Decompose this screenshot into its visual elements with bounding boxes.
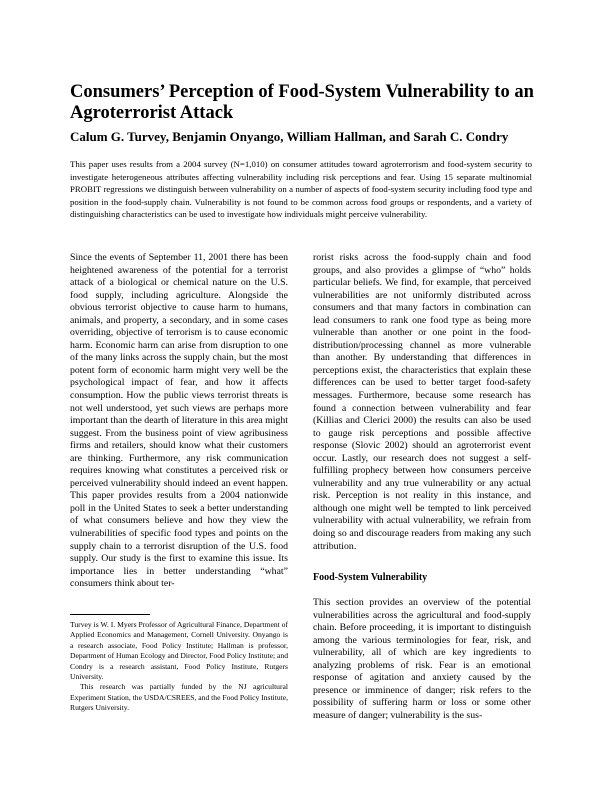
footnotes (70, 620, 288, 714)
author-list: Calum G. Turvey, Benjamin Onyango, William Hallman, and Sarah C. Condry (70, 129, 509, 144)
section-paragraph: This section provides an overview of the potential vulnerabilities across the agricultural and food-supply chain. Before proceeding, it is important to distinguish among the various terminologies for fear, risk, and vulnerability, all of which are key ingredients to analyzing problems of risk. Fear is an emotional response of agitation and anxiety caused by the presence or imminence of danger; risk refers to the possibility of suffering harm or loss or some other measure of danger; vulnerability is the sus- (313, 597, 531, 721)
footnote-affiliations: Turvey is W. I. Myers Professor of Agricultural Finance, Department of Applied Economics and Management, Cornell University. Onyango is a research associate, Food Policy Institute; Hallman is professor, Department of Human Ecology and Director, Food Policy Institute; and Condry is a research assistant, Food Policy Institute, Rutgers University. (70, 620, 288, 682)
body-column-right (313, 252, 531, 553)
abstract: This paper uses results from a 2004 survey (N=1,010) on consumer attitudes toward agroterrorism and food-system security to investigate heterogeneous attributes affecting vulnerability including risk perceptions and fear. Using 15 separate multinomial PROBIT regressions we distinguish between vulnerability on a number of aspects of food-system security including food type and position in the food-supply chain. Vulnerability is not found to be common across food groups or respondents, and a variety of distinguishing characteristics can be used to investigate how individuals might perceive vulnerability. (70, 159, 532, 220)
footnote-funding: This research was partially funded by the NJ agricultural Experiment Station, the USDA/CSREES, and the Food Policy Institute, Rutgers University. (70, 682, 288, 713)
section-heading: Food-System Vulnerability (313, 572, 428, 583)
paper-title: Consumers’ Perception of Food-System Vulnerability to an Agroterrorist Attack (70, 82, 534, 123)
section-body-column (313, 597, 531, 722)
body-paragraph-intro: Since the events of September 11, 2001 there has been heightened awareness of the potential for a terrorist attack of a biological or chemical nature on the U.S. food supply, including agriculture. Alongside the obvious terrorist objective to cause harm to humans, animals, and property, a secondary, and in some cases overriding, objective of terrorism is to cause economic harm. Economic harm can arise from disruption to one of the many links across the supply chain, but the most potent form of economic harm might very well be the psychological impact of fear, and how it affects consumption. How the public views terrorist threats is not well understood, yet such views are perhaps more important than the dearth of literature in this area might suggest. From the business point of view agribusiness firms and retailers, should know what their customers are thinking. Furthermore, any risk communication requires knowing what constitutes a perceived risk or perceived vulnerability should indeed an event happen. This paper provides results from a 2004 nationwide poll in the United States to seek a better understanding of what consumers believe and how they view the vulnerabilities of specific food types and points on the supply chain to a terrorist disruption of the U.S. food supply. Our study is the first to examine this issue. Its importance lies in better understanding “what” consumers think about ter- (70, 252, 288, 590)
body-column-left (70, 252, 288, 591)
body-paragraph-continued: rorist risks across the food-supply chain and food groups, and also provides a glimpse of “who” holds particular beliefs. We find, for example, that perceived vulnerabilities are not uniformly distributed across consumers and that many factors in combination can lead consumers to rank one food type as being more vulnerable than another or one point in the food-distribution/processing channel as more vulnerable than another. By understanding that differences in perceptions exist, the characteristics that explain these differences can be used to better target food-safety messages. Furthermore, because some research has found a connection between vulnerability and fear (Killias and Clerici 2000) the results can also be used to gauge risk perceptions and possible affective response (Slovic 2002) should an agroterrorist event occur. Lastly, our research does not suggest a self-fulfilling prophecy between how consumers perceive vulnerability and any true vulnerability or any actual risk. Perception is not reality in this instance, and although one might well be tempted to link perceived vulnerability with actual vulnerability, we refrain from doing so and discourage readers from making any such attribution. (313, 252, 531, 552)
footnote-divider (70, 614, 150, 615)
